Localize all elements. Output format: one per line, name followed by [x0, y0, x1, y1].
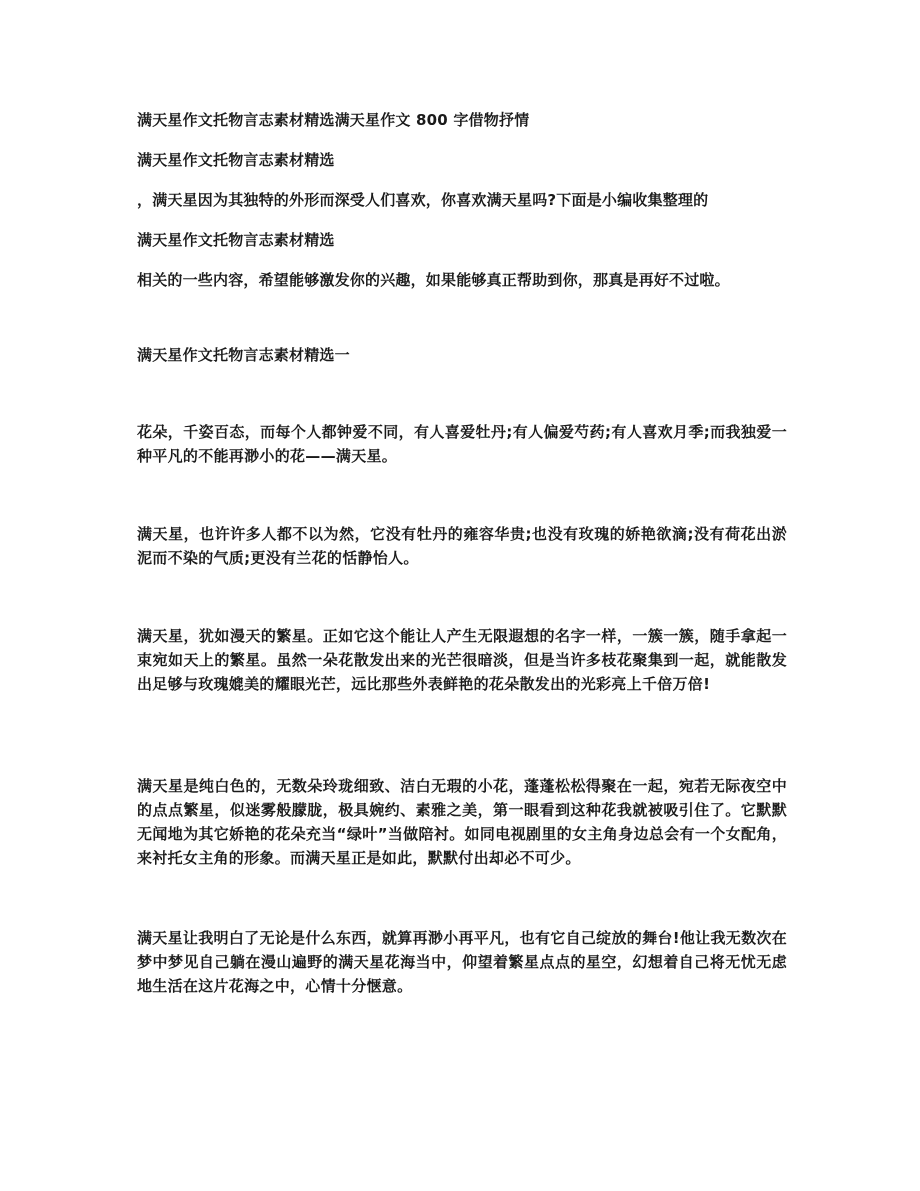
paragraph-5: 满天星让我明白了无论是什么东西，就算再渺小再平凡，也有它自己绽放的舞台!他让我无数次在梦中梦见自己躺在漫山遍野的满天星花海当中，仰望着繁星点点的星空，幻想着自己将无忧无虑地生活在这片花海之中，心情十分惬意。	[137, 929, 787, 995]
subtitle-1: 满天星作文托物言志素材精选	[137, 151, 335, 169]
intro-line-1: ，满天星因为其独特的外形而深受人们喜欢，你喜欢满天星吗?下面是小编收集整理的	[137, 191, 709, 209]
paragraph-3: 满天星，犹如漫天的繁星。正如它这个能让人产生无限遐想的名字一样，一簇一簇，随手拿起一束宛如天上的繁星。虽然一朵花散发出来的光芒很暗淡，但是当许多枝花聚集到一起，就能散发出足够与玫瑰媲美的耀眼光芒，远比那些外表鲜艳的花朵散发出的光彩亮上千倍万倍!	[137, 627, 787, 693]
document-title: 满天星作文托物言志素材精选满天星作文 800 字借物抒情	[137, 111, 530, 129]
paragraph-4: 满天星是纯白色的，无数朵玲珑细致、洁白无瑕的小花，蓬蓬松松得聚在一起，宛若无际夜空中的点点繁星，似迷雾般朦胧，极具婉约、素雅之美，第一眼看到这种花我就被吸引住了。它默默无闻地为其它娇艳的花朵充当“绿叶”当做陪衬。如同电视剧里的女主角身边总会有一个女配角，来衬托女主角的形象。而满天星正是如此，默默付出却必不可少。	[137, 777, 787, 867]
section-heading: 满天星作文托物言志素材精选一	[137, 346, 350, 364]
intro-line-2: 相关的一些内容，希望能够激发你的兴趣，如果能够真正帮助到你，那真是再好不过啦。	[137, 271, 730, 289]
subtitle-2: 满天星作文托物言志素材精选	[137, 231, 335, 249]
paragraph-2: 满天星，也许许多人都不以为然，它没有牡丹的雍容华贵;也没有玫瑰的娇艳欲滴;没有荷花出淤泥而不染的气质;更没有兰花的恬静怡人。	[137, 525, 787, 567]
paragraph-1: 花朵，千姿百态，而每个人都钟爱不同，有人喜爱牡丹;有人偏爱芍药;有人喜欢月季;而我独爱一种平凡的不能再渺小的花——满天星。	[137, 423, 787, 465]
